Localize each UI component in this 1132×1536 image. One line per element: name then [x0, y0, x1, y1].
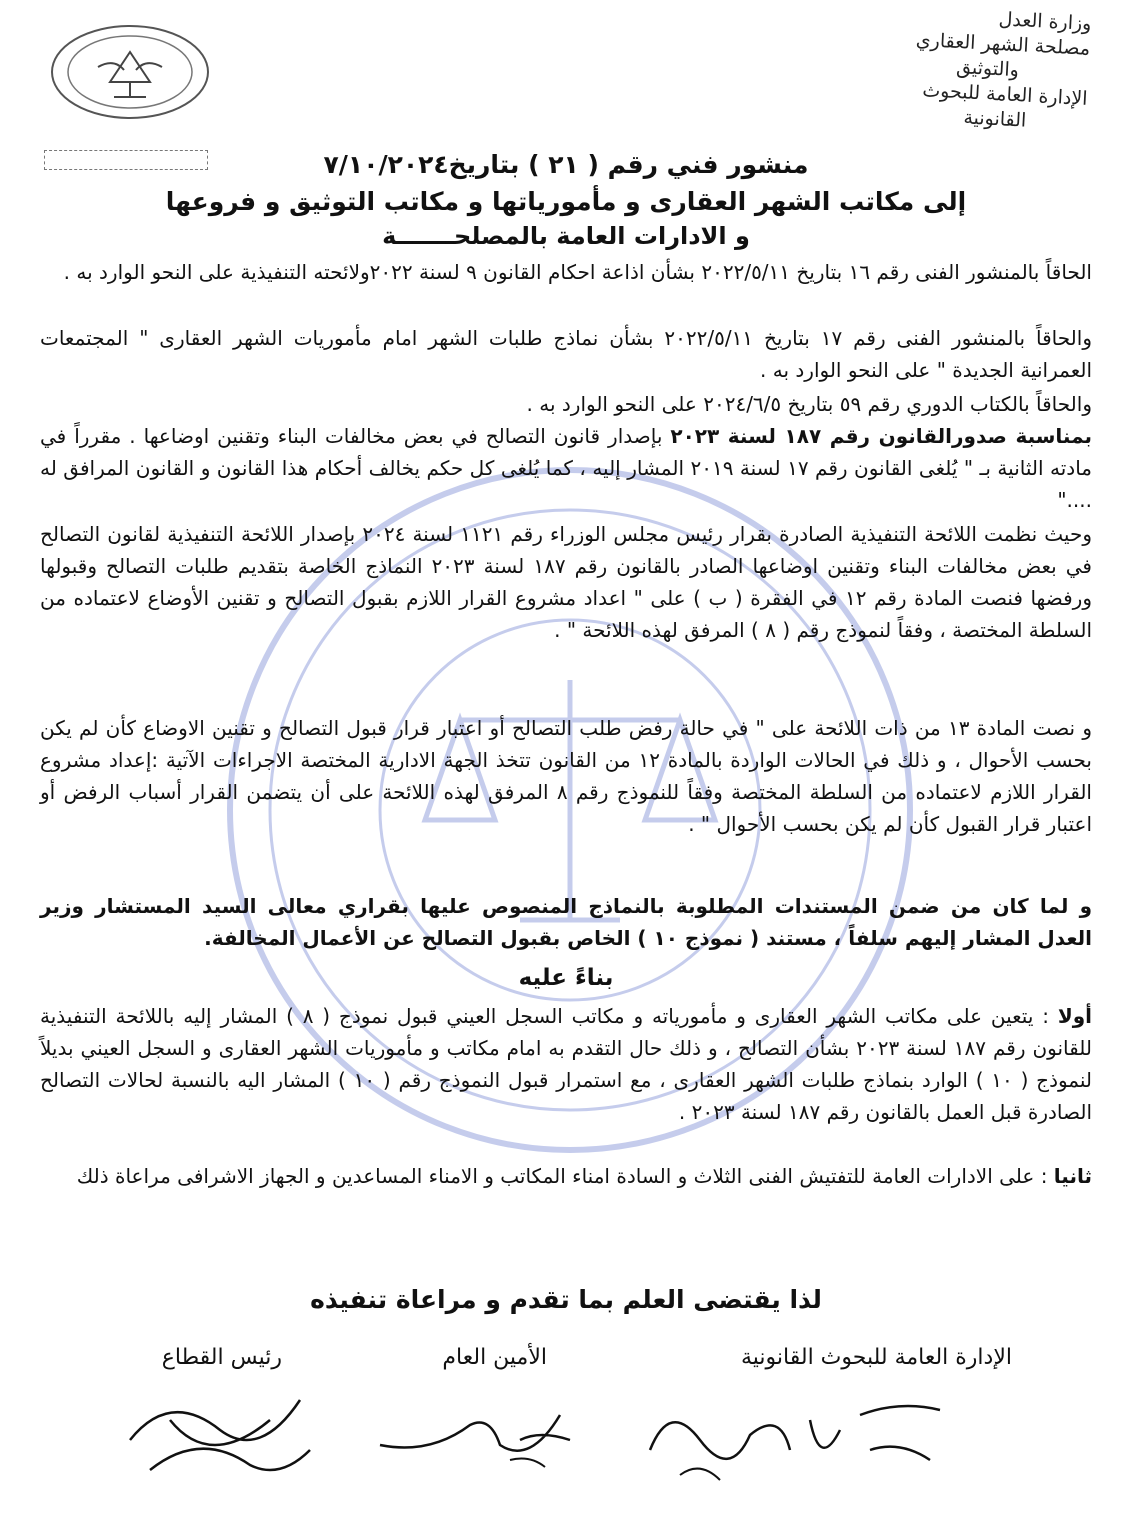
clause-second-text: : على الادارات العامة للتفتيش الفنى الثلاث و السادة امناء المكاتب و الامناء المساعدين و الجهاز الاشرافى مراعاة ذلك	[76, 1164, 1054, 1188]
ministry-name: وزارة العدل	[998, 8, 1092, 35]
paragraph-executive-regulation: وحيث نظمت اللائحة التنفيذية الصادرة بقرار رئيس مجلس الوزراء رقم ١١٢١ لسنة ٢٠٢٤ بإصدار اللائحة التنفيذية لقانون التصالح في بعض مخالفات البناء وتقنين اوضاعها الصادر بالقانون رقم ١٨٧ لسنة ٢٠٢٣ النماذج الخاصة بتقديم طلبات التصالح وقبولها ورفضها فنصت المادة رقم ١٢ في الفقرة ( ب ) على " اعداد مشروع القرار اللازم بقبول التصالح و تقنين الأوضاع لاعتماده من السلطة المختصة ، وفقاً لنموذج رقم ( ٨ ) المرفق لهذه اللائحة " .	[40, 522, 1092, 642]
department-name: الإدارة العامة للبحوث	[921, 79, 1089, 110]
signature-secretary-general	[370, 1385, 610, 1475]
signature-sector-head	[110, 1380, 330, 1490]
letterhead	[756, 0, 1092, 137]
circular-number-title: منشور فني رقم ( ٢١ ) بتاريخ٧/١٠/٢٠٢٤	[323, 150, 809, 179]
clause-first	[40, 1000, 1092, 1128]
clause-first-label: أولا	[1057, 1004, 1092, 1028]
department-name-cont: القانونية	[962, 106, 1027, 132]
based-on-heading: بناءً عليه	[518, 965, 614, 991]
paragraph-ref-circular-16: الحاقاً بالمنشور الفنى رقم ١٦ بتاريخ ٢٠٢٢/٥/١١ بشأن اذاعة احكام القانون ٩ لسنة ٢٠٢٢ولائحته التنفيذية على النحو الوارد به .	[63, 260, 1092, 284]
signature-title-sector-head: رئيس القطاع	[161, 1345, 282, 1370]
clause-second-label: ثانيا	[1053, 1164, 1092, 1188]
paragraph-law-187	[40, 420, 1092, 516]
paragraph-ref-periodic-letter: والحاقاً بالكتاب الدوري رقم ٥٩ بتاريخ ٢٠٢٤/٦/٥ على النحو الوارد به .	[526, 392, 1092, 416]
clause-first-text: : يتعين على مكاتب الشهر العقارى و مأمورياته و مكاتب السجل العيني قبول نموذج ( ٨ ) المشار إليه باللائحة التنفيذية للقانون رقم ١٨٧ لسنة ٢٠٢٣ بشأن التصالح ، و ذلك حال التقدم به امام مكاتب و مأموريات الشهر العقارى و السجل العيني بديلاً لنموذج ( ١٠ ) الوارد بنماذج طلبات الشهر العقارى ، مع استمرار قبول النموذج رقم ( ١٠ ) المشار اليه بالنسبة لحالات التصالح الصادرة قبل العمل بالقانون رقم ١٨٧ لسنة ٢٠٢٣ .	[40, 1004, 1092, 1124]
authority-name: مصلحة الشهر العقاري	[915, 28, 1091, 60]
signature-title-secretary-general: الأمين العام	[442, 1345, 547, 1370]
closing-statement: لذا يقتضى العلم بما تقدم و مراعاة تنفيذه	[310, 1285, 822, 1314]
paragraph-ref-circular-17: والحاقاً بالمنشور الفنى رقم ١٧ بتاريخ ٢٠٢٢/٥/١١ بشأن نماذج طلبات الشهر امام مأموريات الشهر العقارى " المجتمعات العمرانية الجديدة " على النحو الوارد به .	[40, 326, 1092, 382]
authority-name-cont: والتوثيق	[955, 55, 1020, 82]
ministry-emblem	[48, 22, 212, 122]
clause-second	[40, 1160, 1092, 1192]
addressees-line-2: و الادارات العامة بالمصلحـــــــة	[382, 222, 750, 250]
signature-research-dept	[640, 1380, 970, 1490]
paragraph-article-13: و نصت المادة ١٣ من ذات اللائحة على " في حالة رفض طلب التصالح أو اعتبار قرار قبول التصالح و تقنين الاوضاع كأن لم يكن بحسب الأحوال ، و ذلك في الحالات الواردة بالمادة ١٢ من القانون تتخذ الجهة الادارية المختصة الاجراءات الآتية :إعداد مشروع القرار اللازم لاعتماده من السلطة المختصة وفقاً للنموذج رقم ٨ المرفق لهذه اللائحة على أن يتضمن القرار أسباب الرفض أو اعتبار قرار القبول كأن لم يكن بحسب الأحوال " .	[40, 716, 1092, 836]
paragraph-required-documents: و لما كان من ضمن المستندات المطلوبة بالنماذج المنصوص عليها بقراري معالى السيد المستشار وزير العدل المشار إليهم سلفاً ، مستند ( نموذج ١٠ ) الخاص بقبول التصالح عن الأعمال المخالفة.	[40, 894, 1092, 950]
addressees-line: إلى مكاتب الشهر العقارى و مأمورياتها و مكاتب التوثيق و فروعها	[165, 187, 967, 216]
law-187-rest: بإصدار قانون التصالح في بعض مخالفات البناء وتقنين اوضاعها . مقرراً في مادته الثانية بـ " يُلغى القانون رقم ١٧ لسنة ٢٠١٩ المشار إليه ، كما يُلغى كل حكم يخالف أحكام هذا القانون و القانون المرافق له ...."	[40, 424, 1092, 512]
law-187-lead: بمناسبة صدورالقانون رقم ١٨٧ لسنة ٢٠٢٣	[670, 424, 1092, 448]
eagle-emblem-icon	[48, 22, 212, 122]
signature-title-research-dept: الإدارة العامة للبحوث القانونية	[740, 1345, 1012, 1370]
